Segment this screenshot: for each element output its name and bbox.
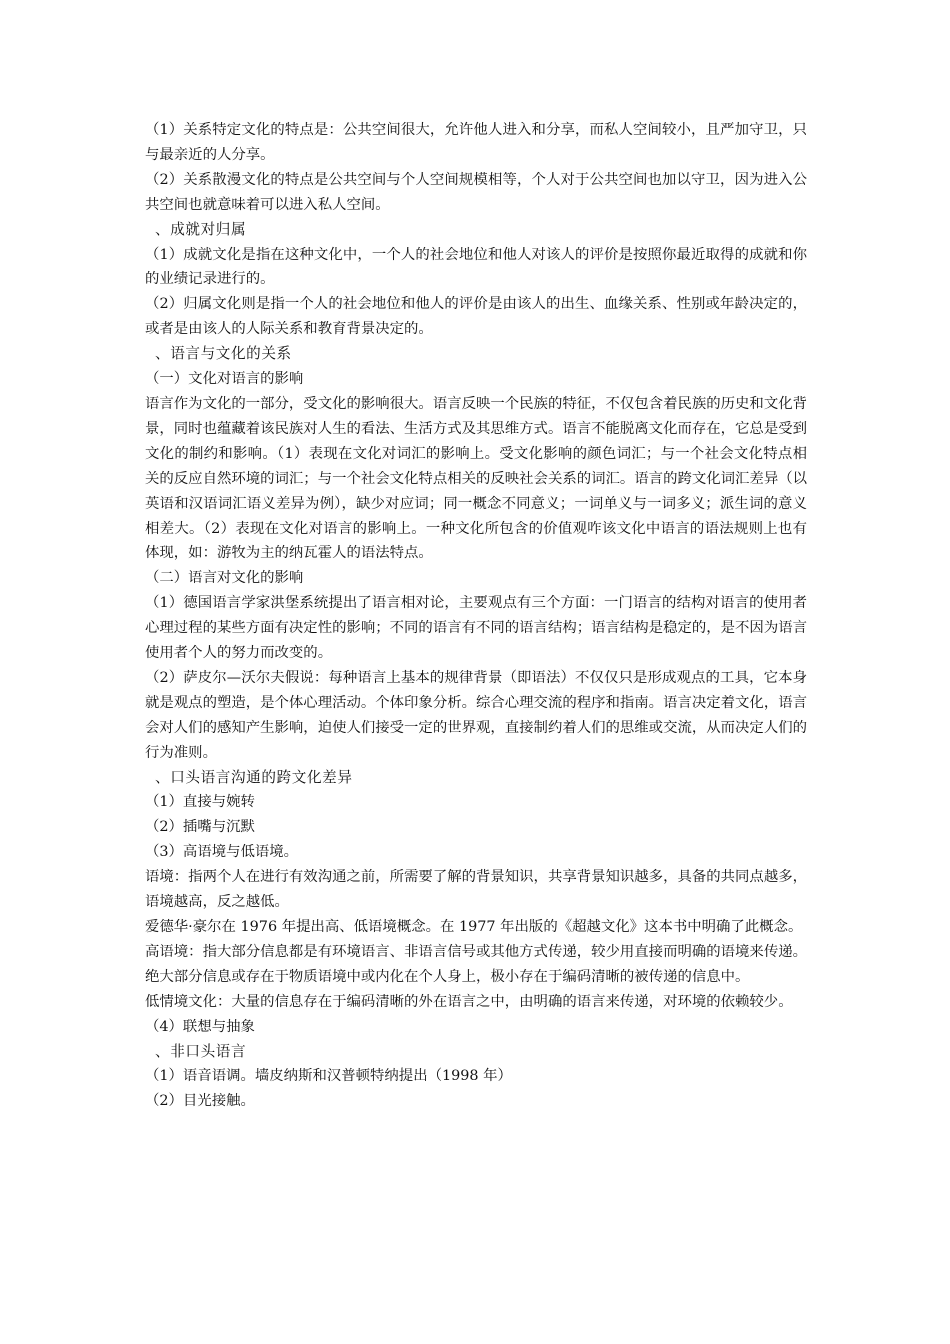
subsection-heading: （一）文化对语言的影响 xyxy=(145,371,304,388)
paragraph: 高语境：指大部分信息都是有环境语言、非语言信号或其他方式传递，较少用直接而明确的语境来传递。绝大部分信息或存在于物质语境中或内化在个人身上，极小存在于编码清晰的被传递的信息中。 xyxy=(145,943,807,985)
paragraph: 低情境文化：大量的信息存在于编码清晰的外在语言之中，由明确的语言来传递，对环境的依赖较少。 xyxy=(145,993,793,1010)
paragraph: （1）成就文化是指在这种文化中，一个人的社会地位和他人对该人的评价是按照你最近取得的成就和你的业绩记录进行的。 xyxy=(145,246,807,288)
section-heading: 、语言与文化的关系 xyxy=(155,345,292,363)
list-item: （2）目光接触。 xyxy=(145,1093,255,1110)
paragraph: （1）关系特定文化的特点是：公共空间很大，允许他人进入和分享，而私人空间较小，且严加守卫，只与最亲近的人分享。 xyxy=(145,122,807,163)
section-heading: 、非口头语言 xyxy=(155,1042,247,1060)
paragraph: （2）萨皮尔—沃尔夫假说：每种语言上基本的规律背景（即语法）不仅仅只是形成观点的工具，它本身就是观点的塑造，是个体心理活动。个体印象分析。综合心理交流的程序和指南。语言决定着文化，语言会对人们的感知产生影响，迫使人们接受一定的世界观，直接制约着人们的思维或交流，从而决定人们的行为准则。 xyxy=(145,669,807,761)
document-page xyxy=(145,118,807,1114)
paragraph: （2）归属文化则是指一个人的社会地位和他人的评价是由该人的出生、血缘关系、性别或年龄决定的，或者是由该人的人际关系和教育背景决定的。 xyxy=(145,296,807,338)
subsection-heading: （二）语言对文化的影响 xyxy=(145,570,304,587)
section-heading: 、口头语言沟通的跨文化差异 xyxy=(155,768,353,786)
paragraph: 语境：指两个人在进行有效沟通之前，所需要了解的背景知识，共享背景知识越多，具备的共同点越多，语境越高，反之越低。 xyxy=(145,869,807,911)
list-item: （1）语音语调。墙皮纳斯和汉普顿特纳提出（1998 年） xyxy=(145,1068,512,1085)
list-item: （4）联想与抽象 xyxy=(145,1018,255,1035)
paragraph: （1）德国语言学家洪堡系统提出了语言相对论，主要观点有三个方面：一门语言的结构对语言的使用者心理过程的某些方面有决定性的影响；不同的语言有不同的语言结构；语言结构是稳定的，是不因为语言使用者个人的努力而改变的。 xyxy=(145,595,807,662)
section-heading: 、成就对归属 xyxy=(155,220,247,238)
paragraph: 爱德华·豪尔在 1976 年提出高、低语境概念。在 1977 年出版的《超越文化》这本书中明确了此概念。 xyxy=(145,919,803,935)
list-item: （2）插嘴与沉默 xyxy=(145,819,255,836)
paragraph: （2）关系散漫文化的特点是公共空间与个人空间规模相等，个人对于公共空间也加以守卫，因为进入公共空间也就意味着可以进入私人空间。 xyxy=(145,171,807,213)
list-item: （3）高语境与低语境。 xyxy=(145,844,299,861)
list-item: （1）直接与婉转 xyxy=(145,794,255,811)
paragraph: 语言作为文化的一部分，受文化的影响很大。语言反映一个民族的特征，不仅包含着民族的历史和文化背景，同时也蕴藏着该民族对人生的看法、生活方式及其思维方式。语言不能脱离文化而存在，它总是受到文化的制约和影响。（1）表现在文化对词汇的影响上。受文化影响的颜色词汇；与一个社会文化特点相关的反应自然环境的词汇；与一个社会文化特点相关的反映社会关系的词汇。语言的跨文化词汇差异（以英语和汉语词汇语义差异为例），缺少对应词；同一概念不同意义；一词单义与一词多义；派生词的意义相差大。（2）表现在文化对语言的影响上。一种文化所包含的价值观咋该文化中语言的语法规则上也有体现，如：游牧为主的纳瓦霍人的语法特点。 xyxy=(145,395,807,562)
